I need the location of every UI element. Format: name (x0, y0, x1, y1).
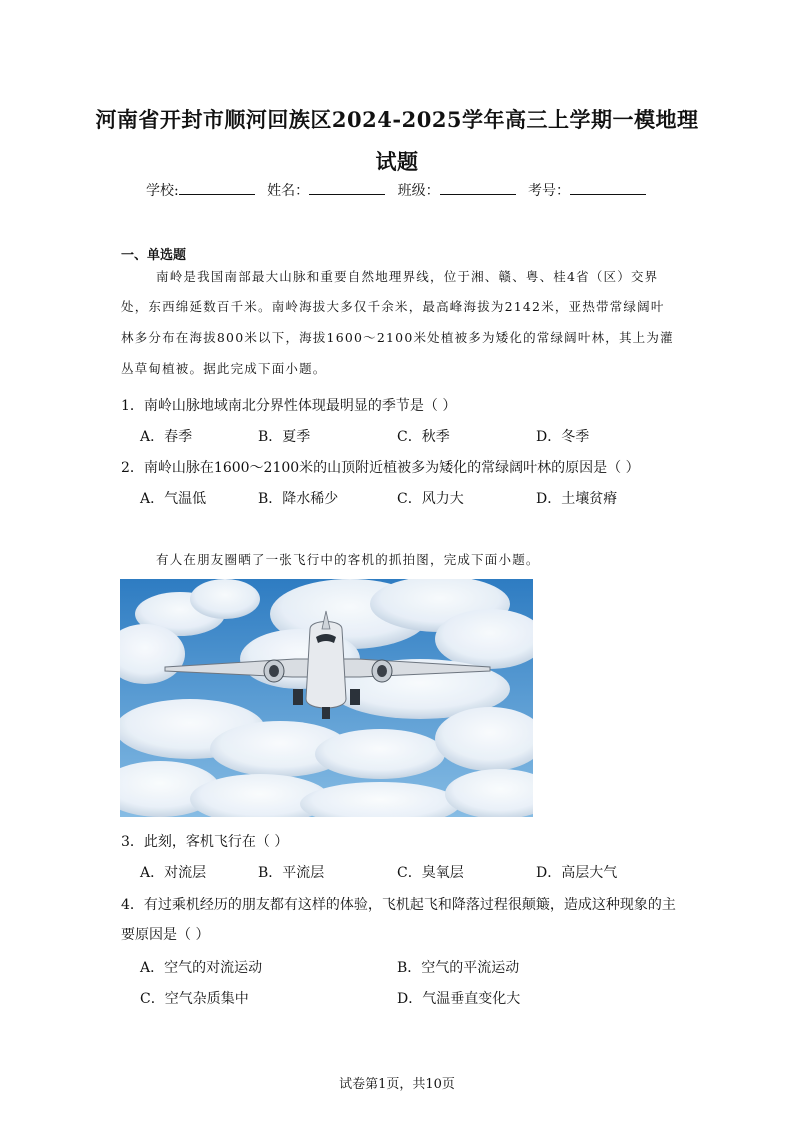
question-2-option-c: C．风力大 (397, 491, 464, 507)
question-4-stem-line2: 要原因是（ ） (121, 927, 210, 943)
question-2-option-b: B．降水稀少 (258, 491, 339, 507)
question-4-option-c: C．空气杂质集中 (140, 991, 249, 1007)
question-3-stem: 3．此刻，客机飞行在（ ） (121, 834, 289, 850)
question-2-option-a: A．气温低 (140, 491, 207, 507)
airplane-photo (120, 579, 533, 817)
passage1-line1: 南岭是我国南部最大山脉和重要自然地理界线，位于湘、赣、粤、桂4省（区）交界 (156, 269, 659, 284)
school-blank (179, 182, 255, 195)
question-1-option-c: C．秋季 (397, 429, 450, 445)
passage1-line4: 丛草甸植被。据此完成下面小题。 (121, 361, 327, 376)
class-blank (440, 182, 516, 195)
name-blank (309, 182, 385, 195)
name-label: 姓名： (267, 183, 310, 199)
passage1-line2: 处，东西绵延数百千米。南岭海拔大多仅千余米，最高峰海拔为2142米，亚热带常绿阔叶 (121, 299, 665, 314)
student-info-line (0, 180, 794, 200)
exam-number-blank (570, 182, 646, 195)
page-footer: 试卷第1页，共10页 (339, 1077, 455, 1092)
question-3-option-d: D．高层大气 (536, 865, 618, 881)
question-3-option-a: A．对流层 (140, 865, 207, 881)
document-title-line1: 河南省开封市顺河回族区2024-2025学年高三上学期一模地理 (95, 107, 699, 132)
class-label: 班级： (397, 183, 440, 199)
passage2: 有人在朋友圈晒了一张飞行中的客机的抓拍图，完成下面小题。 (156, 552, 540, 567)
question-3-option-c: C．臭氧层 (397, 865, 464, 881)
section-heading: 一、单选题 (121, 248, 187, 263)
exam-number-label: 考号： (528, 183, 571, 199)
question-1-option-b: B．夏季 (258, 429, 311, 445)
school-label: 学校: (145, 183, 179, 199)
question-4-option-d: D．气温垂直变化大 (397, 991, 521, 1007)
question-1-option-a: A．春季 (140, 429, 193, 445)
question-4-stem-line1: 4．有过乘机经历的朋友都有这样的体验，飞机起飞和降落过程很颠簸，造成这种现象的主 (121, 897, 676, 913)
question-3-option-b: B．平流层 (258, 865, 325, 881)
question-1-option-d: D．冬季 (536, 429, 590, 445)
passage1-line3: 林多分布在海拔800米以下，海拔1600～2100米处植被多为矮化的常绿阔叶林，其上为灌 (121, 330, 674, 345)
document-title-line2: 试题 (375, 149, 419, 174)
question-2-stem: 2．南岭山脉在1600～2100米的山顶附近植被多为矮化的常绿阔叶林的原因是（ ） (121, 460, 640, 476)
question-1-stem: 1．南岭山脉地域南北分界性体现最明显的季节是（ ） (121, 398, 457, 414)
question-4-option-a: A．空气的对流运动 (140, 960, 263, 976)
question-4-option-b: B．空气的平流运动 (397, 960, 520, 976)
question-2-option-d: D．土壤贫瘠 (536, 491, 618, 507)
